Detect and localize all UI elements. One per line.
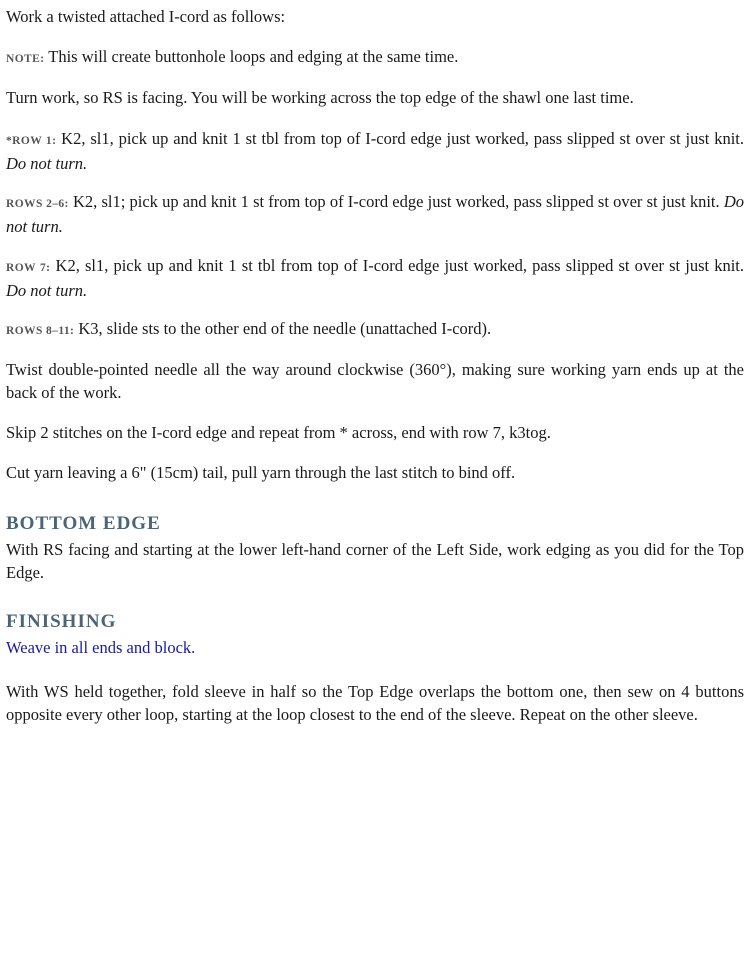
- cut-paragraph: Cut yarn leaving a 6" (15cm) tail, pull yarn through the last stitch to bind off.: [6, 463, 516, 482]
- row1-italic: Do not turn.: [6, 153, 88, 173]
- note-label: NOTE:: [6, 53, 45, 65]
- bottom-edge-paragraph: With RS facing and starting at the lower left-hand corner of the Left Side, work edging as you did for the Top Edge.: [6, 540, 744, 582]
- rows8-11-label: ROWS 8–11:: [6, 325, 75, 337]
- intro-paragraph: Work a twisted attached I-cord as follows:: [6, 7, 286, 26]
- rows8-11-instruction: [6, 318, 491, 343]
- twist-paragraph: Twist double-pointed needle all the way around clockwise (360°), making sure working yarn ends up at the back of the work.: [6, 360, 744, 402]
- turn-paragraph: Turn work, so RS is facing. You will be working across the top edge of the shawl one last time.: [6, 88, 634, 107]
- row7-label: ROW 7:: [6, 262, 51, 274]
- bottom-edge-heading: BOTTOM EDGE: [6, 513, 161, 534]
- finishing-heading: FINISHING: [6, 611, 117, 632]
- row7-italic: Do not turn.: [6, 280, 88, 300]
- row1-label: *ROW 1:: [6, 135, 57, 147]
- row1-text: K2, sl1, pick up and knit 1 st tbl from top of I-cord edge just worked, pass slipped st over st just knit.: [56, 129, 744, 148]
- rows2-6-italic: Do not turn.: [6, 192, 745, 236]
- rows2-6-label: ROWS 2–6:: [6, 198, 69, 210]
- note-paragraph: [6, 46, 458, 71]
- weave-in-ends-link[interactable]: Weave in all ends and block.: [6, 638, 196, 657]
- skip-paragraph: Skip 2 stitches on the I-cord edge and repeat from * across, end with row 7, k3tog.: [6, 423, 551, 442]
- rows8-11-text: K3, slide sts to the other end of the needle (unattached I-cord).: [74, 319, 492, 338]
- row7-text: K2, sl1, pick up and knit 1 st tbl from top of I-cord edge just worked, pass slipped st over st just knit.: [50, 256, 744, 275]
- finishing-paragraph: With WS held together, fold sleeve in half so the Top Edge overlaps the bottom one, then sew on 4 buttons opposite every other loop, starting at the loop closest to the end of the sleeve. Repeat on the other sleeve.: [6, 682, 744, 724]
- row7-instruction: [6, 255, 744, 302]
- note-text: This will create buttonhole loops and edging at the same time.: [44, 47, 459, 66]
- rows2-6-text: K2, sl1; pick up and knit 1 st from top of I-cord edge just worked, pass slipped st over st just knit.: [68, 192, 724, 211]
- row1-instruction: [6, 128, 744, 175]
- rows2-6-instruction: [6, 191, 744, 238]
